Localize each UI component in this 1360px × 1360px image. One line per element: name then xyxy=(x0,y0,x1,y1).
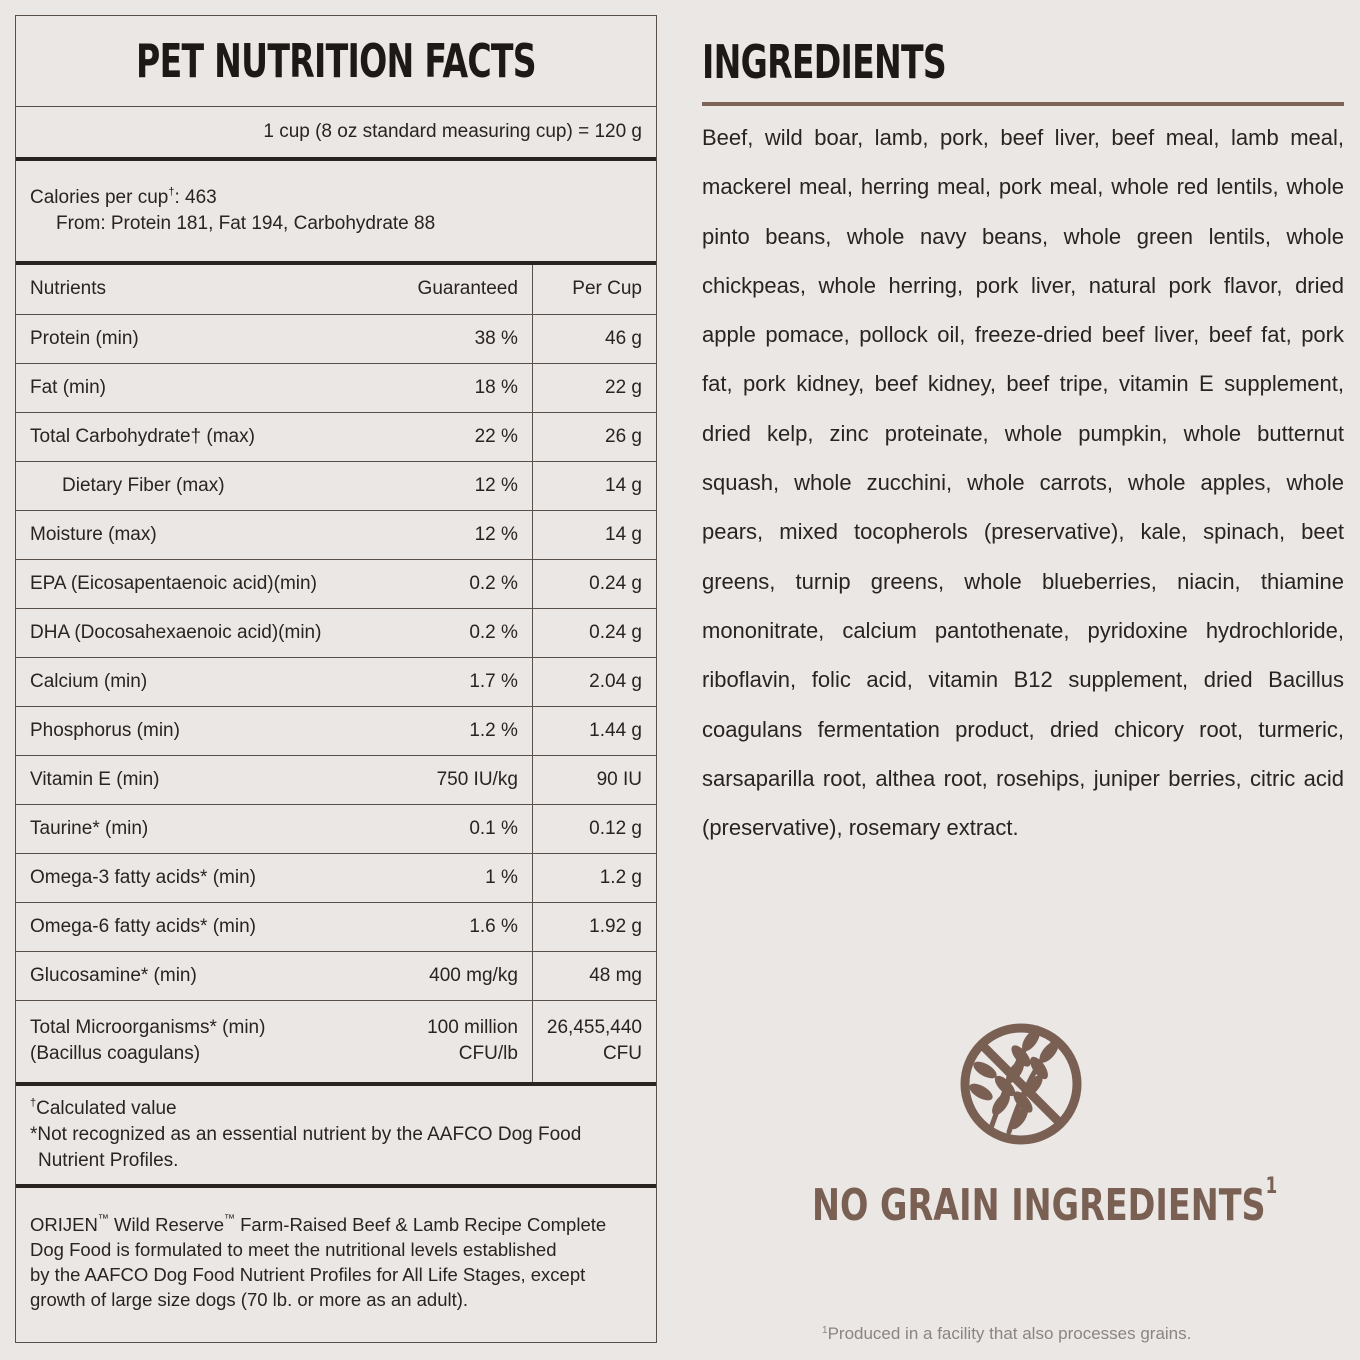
nutrient-guaranteed: 1.7 % xyxy=(335,657,532,706)
nutrient-per-cup: 22 g xyxy=(532,363,656,412)
table-row xyxy=(16,755,656,804)
header-guaranteed: Guaranteed xyxy=(335,265,532,314)
nutrient-per-cup: 1.44 g xyxy=(532,706,656,755)
nutrient-guaranteed: 400 mg/kg xyxy=(335,951,532,1000)
statement-line4: growth of large size dogs (70 lb. or more as an adult). xyxy=(30,1289,469,1310)
nutrient-name: DHA (Docosahexaenoic acid)(min) xyxy=(16,608,335,657)
serving-size: 1 cup (8 oz standard measuring cup) = 120 g xyxy=(263,121,642,142)
statement-line1-rest: Farm-Raised Beef & Lamb Recipe Complete xyxy=(234,1214,607,1235)
footnote-calculated xyxy=(30,1096,642,1122)
badge-footnote-mark: 1 xyxy=(1265,1174,1278,1199)
nutrient-name: EPA (Eicosapentaenoic acid)(min) xyxy=(16,559,335,608)
calories-from: From: Protein 181, Fat 194, Carbohydrate 88 xyxy=(56,213,436,234)
statement-line2: Dog Food is formulated to meet the nutritional levels established xyxy=(30,1239,557,1260)
footnote-aafco-line1: *Not recognized as an essential nutrient by the AAFCO Dog Food xyxy=(30,1124,582,1145)
calories-value: : 463 xyxy=(174,187,217,208)
nutrient-per-cup: 0.12 g xyxy=(532,804,656,853)
table-header-row xyxy=(16,265,656,314)
calories-block xyxy=(16,161,656,261)
nutrient-per-cup: 2.04 g xyxy=(532,657,656,706)
micro-guaranteed-line1: 100 million xyxy=(427,1017,518,1039)
footnote-calculated-text: Calculated value xyxy=(36,1098,177,1119)
nutrient-name: Total Carbohydrate† (max) xyxy=(16,412,335,461)
statement-line1 xyxy=(30,1212,642,1237)
table-row xyxy=(16,559,656,608)
table-row xyxy=(16,461,656,510)
header-per-cup: Per Cup xyxy=(532,265,656,314)
nutrient-per-cup: 46 g xyxy=(532,314,656,363)
footnote-aafco-line2: Nutrient Profiles. xyxy=(38,1150,179,1171)
facility-note-mark: 1 xyxy=(822,1325,828,1336)
table-row xyxy=(16,951,656,1000)
product-line-name: Wild Reserve xyxy=(108,1214,224,1235)
micro-name-line2: (Bacillus coagulans) xyxy=(30,1043,201,1065)
trademark-mark: ™ xyxy=(97,1213,109,1225)
nutrient-name: Omega-3 fatty acids* (min) xyxy=(16,853,335,902)
nutrient-guaranteed: 0.1 % xyxy=(335,804,532,853)
nutrient-guaranteed: 1.2 % xyxy=(335,706,532,755)
no-grain-badge-text xyxy=(812,1174,1278,1236)
trademark-mark: ™ xyxy=(223,1213,235,1225)
nutrient-per-cup: 0.24 g xyxy=(532,559,656,608)
ingredients-title: INGREDIENTS xyxy=(702,35,947,89)
nutrient-name: Protein (min) xyxy=(16,314,335,363)
nutrient-per-cup: 90 IU xyxy=(532,755,656,804)
calories-mark: † xyxy=(168,186,175,198)
nutrition-facts-panel xyxy=(15,15,657,1343)
nutrient-per-cup xyxy=(532,1000,656,1082)
micro-name-line1: Total Microorganisms* (min) xyxy=(30,1017,266,1039)
nutrients-table xyxy=(16,265,656,1082)
nutrient-name: Phosphorus (min) xyxy=(16,706,335,755)
ingredients-divider xyxy=(702,102,1344,106)
nutrient-name: Dietary Fiber (max) xyxy=(16,461,335,510)
facility-note-text: Produced in a facility that also processes grains. xyxy=(827,1324,1192,1343)
nutrient-per-cup: 1.2 g xyxy=(532,853,656,902)
nutrient-per-cup: 48 mg xyxy=(532,951,656,1000)
table-row xyxy=(16,363,656,412)
table-row xyxy=(16,510,656,559)
statement-line3: by the AAFCO Dog Food Nutrient Profiles for All Life Stages, except xyxy=(30,1264,586,1285)
nutrient-name: Fat (min) xyxy=(16,363,335,412)
nutrient-guaranteed: 22 % xyxy=(335,412,532,461)
calories-label: Calories per cup xyxy=(30,187,169,208)
nutrient-name: Taurine* (min) xyxy=(16,804,335,853)
nutrient-guaranteed xyxy=(335,1000,532,1082)
nutrient-name: Vitamin E (min) xyxy=(16,755,335,804)
table-row xyxy=(16,853,656,902)
table-row xyxy=(16,902,656,951)
micro-per-cup-line1: 26,455,440 xyxy=(546,1017,642,1039)
nutrient-guaranteed: 38 % xyxy=(335,314,532,363)
nutrient-per-cup: 26 g xyxy=(532,412,656,461)
nutrient-name xyxy=(16,1000,335,1082)
nutrient-guaranteed: 18 % xyxy=(335,363,532,412)
nutrient-guaranteed: 0.2 % xyxy=(335,559,532,608)
table-row xyxy=(16,608,656,657)
brand-name: ORIJEN xyxy=(30,1214,98,1235)
nutrient-guaranteed: 12 % xyxy=(335,510,532,559)
nutrient-per-cup: 0.24 g xyxy=(532,608,656,657)
nutrient-per-cup: 1.92 g xyxy=(532,902,656,951)
header-nutrients: Nutrients xyxy=(16,265,335,314)
ingredients-list: Beef, wild boar, lamb, pork, beef liver, beef meal, lamb meal, mackerel meal, herring meal, pork meal, whole red lentils, whole pinto beans, whole navy beans, whole green lentils, whole chickpeas, whole herring, pork liver, natural pork flavor, dried apple pomace, pollock oil, freeze-dried beef liver, beef fat, pork fat, pork kidney, beef kidney, beef tripe, vitamin E supplement, dried kelp, zinc proteinate, whole pumpkin, whole butternut squash, whole zucchini, whole carrots, whole apples, whole pears, mixed tocopherols (preservative), kale, spinach, beet greens, turnip greens, whole blueberries, niacin, thiamine mononitrate, calcium pantothenate, pyridoxine hydrochloride, riboflavin, folic acid, vitamin B12 supplement, dried Bacillus coagulans fermentation product, dried chicory root, turmeric, sarsaparilla root, althea root, rosehips, juniper berries, citric acid (preservative), rosemary extract. xyxy=(702,125,1344,841)
nutrient-guaranteed: 0.2 % xyxy=(335,608,532,657)
table-row-microorganisms xyxy=(16,1000,656,1082)
micro-guaranteed-line2: CFU/lb xyxy=(458,1043,518,1065)
aafco-statement xyxy=(16,1188,656,1312)
nutrition-title: PET NUTRITION FACTS xyxy=(136,34,536,88)
table-row xyxy=(16,804,656,853)
table-row xyxy=(16,657,656,706)
nutrient-per-cup: 14 g xyxy=(532,461,656,510)
calories-line xyxy=(30,185,642,211)
nutrient-name: Glucosamine* (min) xyxy=(16,951,335,1000)
no-grain-icon xyxy=(951,1010,1091,1150)
nutrient-guaranteed: 750 IU/kg xyxy=(335,755,532,804)
badge-text: NO GRAIN INGREDIENTS xyxy=(812,1180,1266,1231)
nutrient-guaranteed: 1.6 % xyxy=(335,902,532,951)
table-row xyxy=(16,412,656,461)
nutrient-name: Omega-6 fatty acids* (min) xyxy=(16,902,335,951)
footnotes xyxy=(16,1086,656,1184)
nutrient-per-cup: 14 g xyxy=(532,510,656,559)
nutrient-guaranteed: 1 % xyxy=(335,853,532,902)
nutrient-name: Calcium (min) xyxy=(16,657,335,706)
facility-note xyxy=(822,1324,1191,1344)
nutrient-name: Moisture (max) xyxy=(16,510,335,559)
micro-per-cup-line2: CFU xyxy=(602,1043,642,1065)
table-row xyxy=(16,706,656,755)
nutrient-guaranteed: 12 % xyxy=(335,461,532,510)
table-row xyxy=(16,314,656,363)
footnote-mark: † xyxy=(30,1097,37,1109)
